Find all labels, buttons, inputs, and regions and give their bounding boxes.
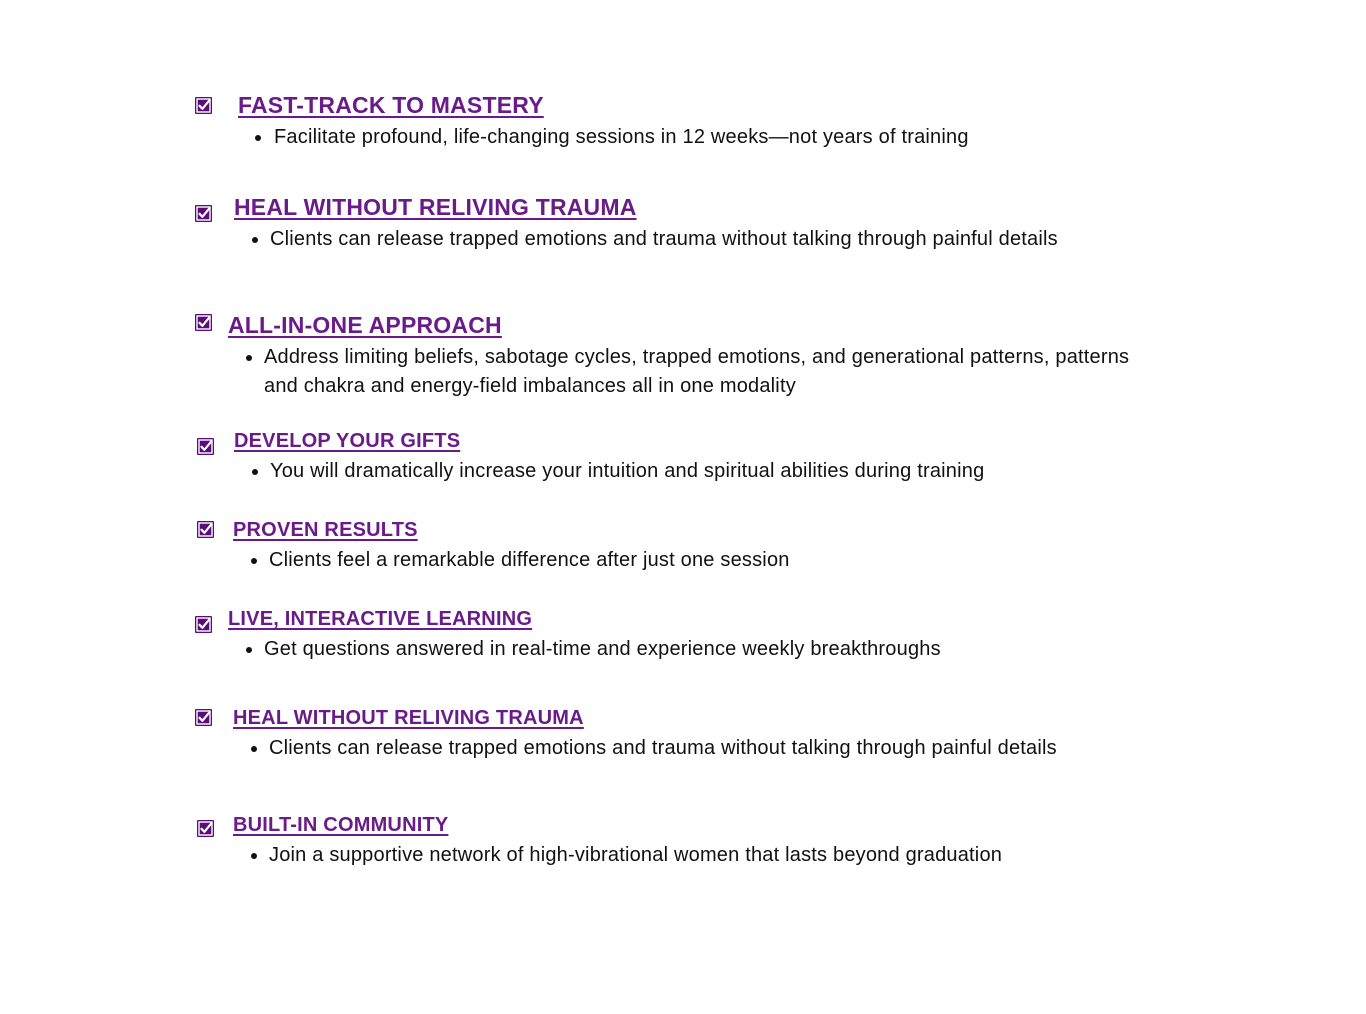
- checkbox-checked-icon: [195, 709, 212, 726]
- checkbox-checked-icon: [197, 438, 214, 455]
- checkbox-checked-icon: [195, 205, 212, 222]
- bullet-icon: [251, 558, 257, 564]
- feature-description: Clients feel a remarkable difference after just one session: [269, 549, 790, 571]
- feature-description: Get questions answered in real-time and experience weekly breakthroughs: [264, 638, 941, 660]
- checkbox-checked-icon: [195, 97, 212, 114]
- checkbox-checked-icon: [197, 820, 214, 837]
- bullet-icon: [255, 135, 261, 141]
- bullet-icon: [252, 469, 258, 475]
- feature-title[interactable]: LIVE, INTERACTIVE LEARNING: [228, 608, 533, 630]
- feature-description: Clients can release trapped emotions and trauma without talking through painful details: [270, 228, 1058, 250]
- feature-description: Clients can release trapped emotions and trauma without talking through painful details: [269, 737, 1057, 759]
- feature-title[interactable]: ALL-IN-ONE APPROACH: [228, 312, 502, 338]
- bullet-icon: [252, 237, 258, 243]
- feature-description: Facilitate profound, life-changing sessions in 12 weeks—not years of training: [274, 126, 969, 148]
- feature-description: Join a supportive network of high-vibrational women that lasts beyond graduation: [269, 844, 1003, 866]
- feature-title[interactable]: BUILT-IN COMMUNITY: [233, 814, 449, 836]
- feature-description: You will dramatically increase your intuition and spiritual abilities during training: [270, 460, 985, 482]
- feature-title[interactable]: DEVELOP YOUR GIFTS: [234, 430, 461, 452]
- feature-description: Address limiting beliefs, sabotage cycles, trapped emotions, and generational patterns, patterns and chakra and energy-field imbalances all in one modality: [264, 346, 1130, 397]
- bullet-icon: [246, 355, 252, 361]
- bullet-icon: [251, 853, 257, 859]
- checkbox-checked-icon: [195, 616, 212, 633]
- feature-title[interactable]: FAST-TRACK TO MASTERY: [238, 92, 544, 118]
- checkbox-checked-icon: [197, 521, 214, 538]
- checkbox-checked-icon: [195, 314, 212, 331]
- feature-title[interactable]: PROVEN RESULTS: [233, 519, 418, 541]
- bullet-icon: [251, 746, 257, 752]
- feature-title[interactable]: HEAL WITHOUT RELIVING TRAUMA: [233, 707, 584, 729]
- bullet-icon: [246, 647, 252, 653]
- feature-title[interactable]: HEAL WITHOUT RELIVING TRAUMA: [234, 194, 637, 220]
